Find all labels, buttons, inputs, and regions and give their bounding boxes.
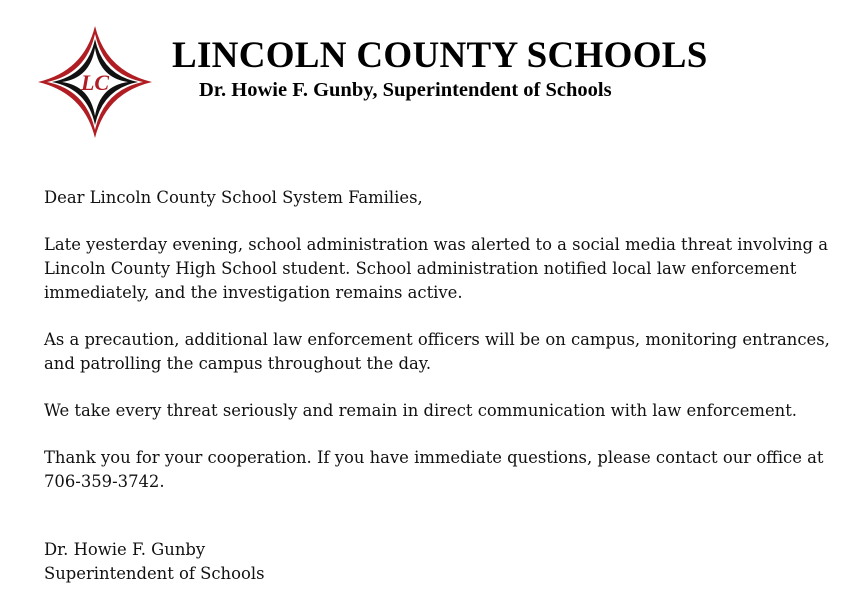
signature-name: Dr. Howie F. Gunby	[44, 540, 206, 559]
logo-monogram: LC	[80, 70, 110, 95]
letter-body	[44, 186, 834, 517]
organization-name: LINCOLN COUNTY SCHOOLS	[172, 35, 708, 76]
paragraph-threat-notice: Late yesterday evening, school administration was alerted to a social media threat involving a Lincoln County High School student. School administration notified local law enforcement immediately, and the investigation remains active.	[44, 235, 828, 302]
letterhead	[0, 0, 852, 150]
superintendent-subtitle: Dr. Howie F. Gunby, Superintendent of Schools	[199, 79, 612, 101]
signature-block	[44, 538, 265, 586]
paragraph-contact: Thank you for your cooperation. If you have immediate questions, please contact our office at 706-359-3742.	[44, 448, 824, 491]
paragraph-commitment: We take every threat seriously and remain in direct communication with law enforcement.	[44, 401, 797, 420]
paragraph-precaution: As a precaution, additional law enforcement officers will be on campus, monitoring entrances, and patrolling the campus throughout the day.	[44, 330, 830, 373]
salutation: Dear Lincoln County School System Families,	[44, 188, 423, 207]
school-logo-icon	[36, 24, 154, 140]
signature-title: Superintendent of Schools	[44, 564, 265, 583]
